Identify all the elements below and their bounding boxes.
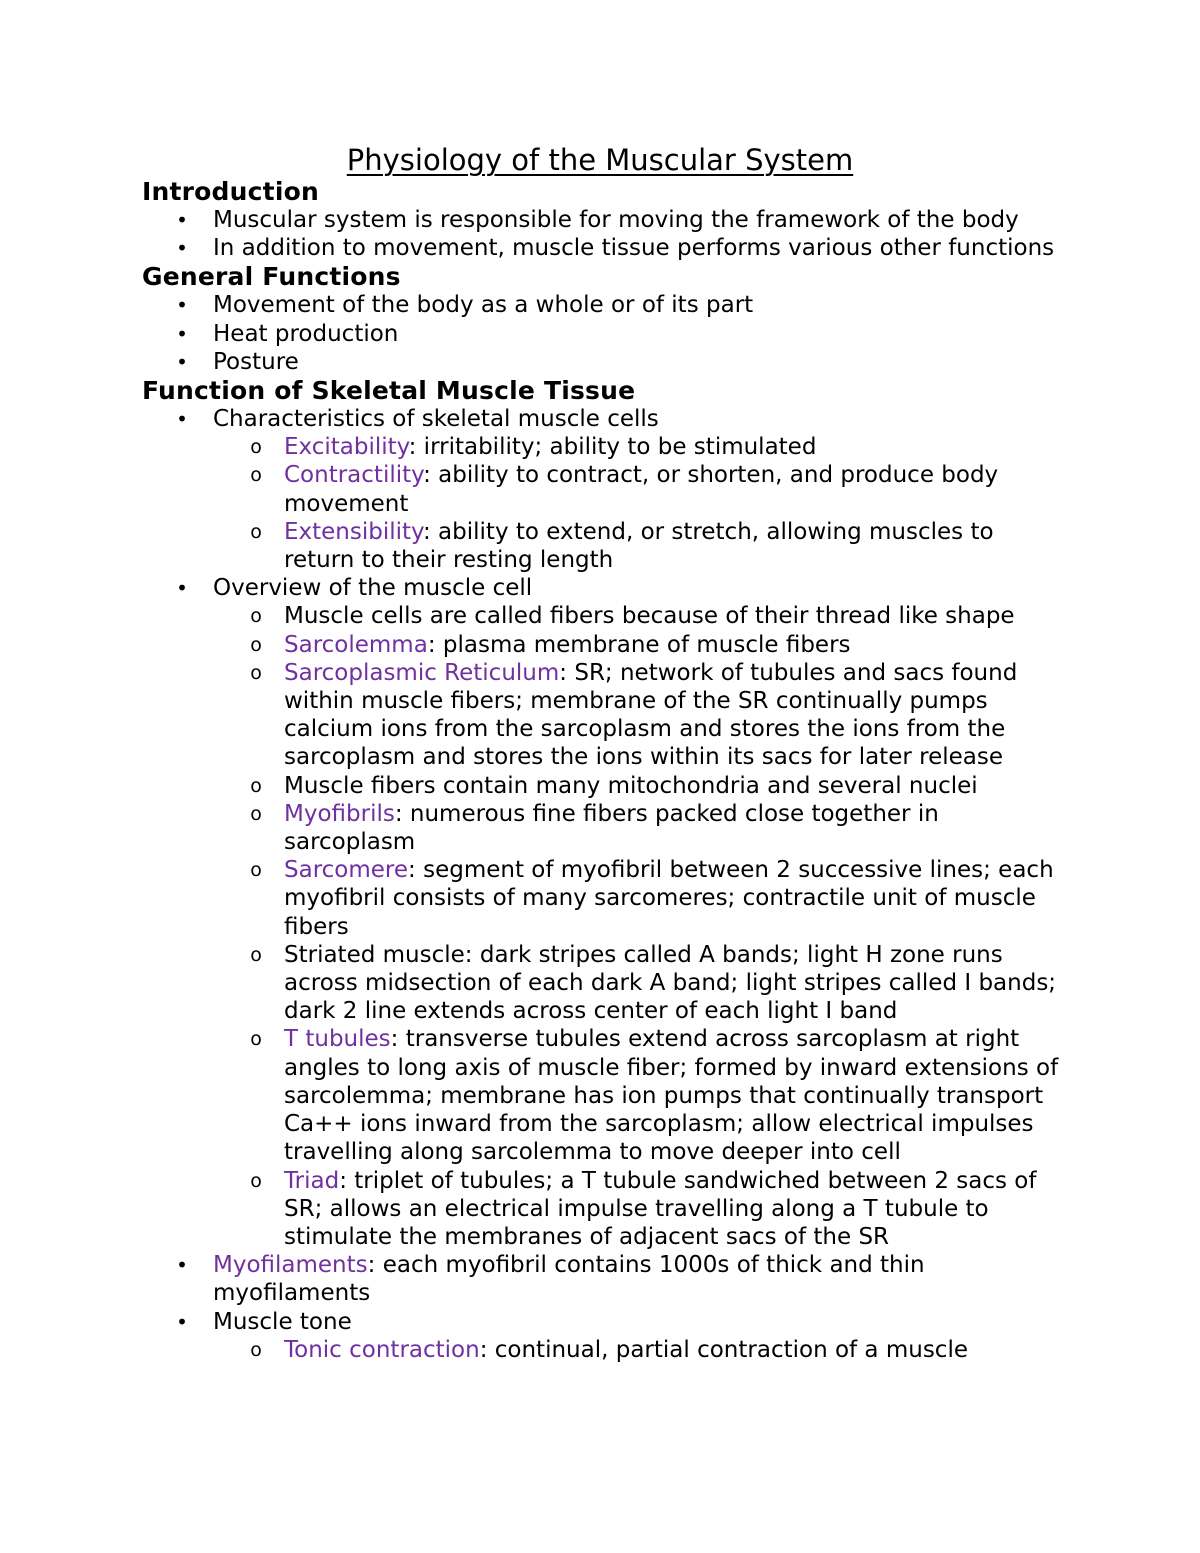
circle-bullet-icon: o xyxy=(250,633,262,656)
sub-list-item: o Sarcoplasmic Reticulum: SR; network of tubules and sacs found within muscle fibers; membrane of the SR continually pumps calcium ions from the sarcoplasm and stores the ions from the sarcoplasm and stores the ions within its sacs for later release xyxy=(142,659,1062,772)
term-highlight: Sarcolemma xyxy=(284,631,428,658)
term-highlight: Myofibrils xyxy=(284,800,395,827)
term-highlight: Sarcoplasmic Reticulum xyxy=(284,659,560,686)
bullet-icon: • xyxy=(176,293,188,318)
bullet-icon: • xyxy=(176,349,188,374)
document-body xyxy=(142,177,1062,1364)
sub-list-item: o Muscle fibers contain many mitochondria and several nuclei xyxy=(142,772,1062,800)
circle-bullet-icon: o xyxy=(250,661,262,684)
list-item-myofilaments: • Myofilaments: each myofibril contains 1000s of thick and thin myofilaments xyxy=(142,1251,1062,1307)
sub-list-item: o Striated muscle: dark stripes called A bands; light H zone runs across midsection of each dark A band; light stripes called I bands; dark 2 line extends across center of each light I band xyxy=(142,941,1062,1026)
list-item: • In addition to movement, muscle tissue performs various other functions xyxy=(142,234,1062,262)
sub-list-item: o Tonic contraction: continual, partial contraction of a muscle xyxy=(142,1336,1062,1364)
list-item: • Muscular system is responsible for moving the framework of the body xyxy=(142,206,1062,234)
sub-list-item: o Muscle cells are called fibers because of their thread like shape xyxy=(142,602,1062,630)
circle-bullet-icon: o xyxy=(250,1169,262,1192)
term-highlight: Contractility xyxy=(284,462,424,489)
circle-bullet-icon: o xyxy=(250,436,262,459)
circle-bullet-icon: o xyxy=(250,943,262,966)
circle-bullet-icon: o xyxy=(250,802,262,825)
introduction-list xyxy=(142,206,1062,262)
sub-list-item: o T tubules: transverse tubules extend across sarcoplasm at right angles to long axis of muscle fiber; formed by inward extensions of sarcolemma; membrane has ion pumps that continually transport Ca++ ions inward from the sarcoplasm; allow electrical impulses travelling along sarcolemma to move deeper into cell xyxy=(142,1025,1062,1166)
bullet-icon: • xyxy=(176,208,188,232)
list-item: • Movement of the body as a whole or of its part xyxy=(142,291,1062,319)
term-highlight: Triad xyxy=(284,1167,340,1194)
page-title: Physiology of the Muscular System xyxy=(346,143,854,177)
circle-bullet-icon: o xyxy=(250,520,262,543)
bullet-icon: • xyxy=(176,1253,188,1278)
bullet-icon: • xyxy=(176,407,188,432)
list-item-characteristics: • Characteristics of skeletal muscle cells o Excitability: irritability; ability to be stimulated o Contractility: ability to contract, or shorten, and produce body movement o Extensibility: ability to extend, or stretch, allowing muscles to return to their resting length xyxy=(142,405,1062,574)
term-highlight: Tonic contraction xyxy=(284,1336,480,1363)
bullet-icon: • xyxy=(176,576,188,601)
list-item-muscle-tone: • Muscle tone o Tonic contraction: continual, partial contraction of a muscle xyxy=(142,1308,1062,1364)
circle-bullet-icon: o xyxy=(250,859,262,882)
term-highlight: Excitability xyxy=(284,434,409,461)
term-highlight: Sarcomere xyxy=(284,857,409,884)
term-highlight: Myofilaments xyxy=(213,1252,368,1279)
section-heading-skeletal-muscle: Function of Skeletal Muscle Tissue xyxy=(142,376,636,406)
sub-list-item: o Triad: triplet of tubules; a T tubule sandwiched between 2 sacs of SR; allows an electrical impulse travelling along a T tubule to stimulate the membranes of adjacent sacs of the SR xyxy=(142,1167,1062,1252)
sub-list-item: o Contractility: ability to contract, or shorten, and produce body movement xyxy=(142,461,1062,517)
overview-sublist xyxy=(213,602,1062,1251)
list-item-overview: • Overview of the muscle cell o Muscle cells are called fibers because of their thread like shape o Sarcolemma: plasma membrane of muscle fibers o Sarcoplasmic Reticulum: SR; network of tubules and sacs found within muscle fibers; membrane of the SR continually pumps calcium ions from the sarcoplasm and stores the ions from the sarcoplasm and stores the ions within its sacs for later release o Muscle fibers contain many mitochondria and several nuclei o Myofibrils: numerous fine fibers packed close together in sarcoplasm o Sarcomere: segment of myofibril between 2 successive lines; each myofibril consists of many sarcomeres; contractile unit of muscle fibers o Striated muscle: dark stripes called A bands; light H zone runs across midsection of each dark A band; light stripes called I bands; dark 2 line extends across center of each light I band o T tubules: transverse tubules extend across sarcoplasm at right angles to long axis of muscle fiber; formed by inward extensions of sarcolemma; membrane has ion pumps that continually transport Ca++ ions inward from the sarcoplasm; allow electrical impulses travelling along sarcolemma to move deeper into cell o Triad: triplet of tubules; a T tubule sandwiched between 2 sacs of SR; allows an electrical impulse travelling along a T tubule to stimulate the membranes of adjacent sacs of the SR xyxy=(142,574,1062,1251)
sub-list-item: o Excitability: irritability; ability to be stimulated xyxy=(142,433,1062,461)
bullet-icon: • xyxy=(176,1309,188,1334)
sub-list-item: o Sarcolemma: plasma membrane of muscle fibers xyxy=(142,631,1062,659)
section-heading-introduction: Introduction xyxy=(142,177,319,206)
list-item: • Heat production xyxy=(142,320,1062,348)
skeletal-muscle-list xyxy=(142,405,1062,1364)
circle-bullet-icon: o xyxy=(250,774,262,797)
term-highlight: T tubules xyxy=(284,1026,391,1053)
sub-list-item: o Extensibility: ability to extend, or stretch, allowing muscles to return to their resting length xyxy=(142,518,1062,574)
sub-list-item: o Sarcomere: segment of myofibril between 2 successive lines; each myofibril consists of many sarcomeres; contractile unit of muscle fibers xyxy=(142,856,1062,941)
bullet-icon: • xyxy=(176,321,188,346)
general-functions-list xyxy=(142,291,1062,376)
circle-bullet-icon: o xyxy=(250,1028,262,1051)
section-heading-general-functions: General Functions xyxy=(142,262,401,292)
muscle-tone-sublist xyxy=(213,1336,1062,1364)
term-highlight: Extensibility xyxy=(284,518,423,545)
sub-list-item: o Myofibrils: numerous fine fibers packed close together in sarcoplasm xyxy=(142,800,1062,856)
circle-bullet-icon: o xyxy=(250,605,262,628)
circle-bullet-icon: o xyxy=(250,1338,262,1361)
circle-bullet-icon: o xyxy=(250,464,262,487)
bullet-icon: • xyxy=(176,236,188,261)
characteristics-sublist xyxy=(213,433,1062,574)
list-item: • Posture xyxy=(142,348,1062,376)
